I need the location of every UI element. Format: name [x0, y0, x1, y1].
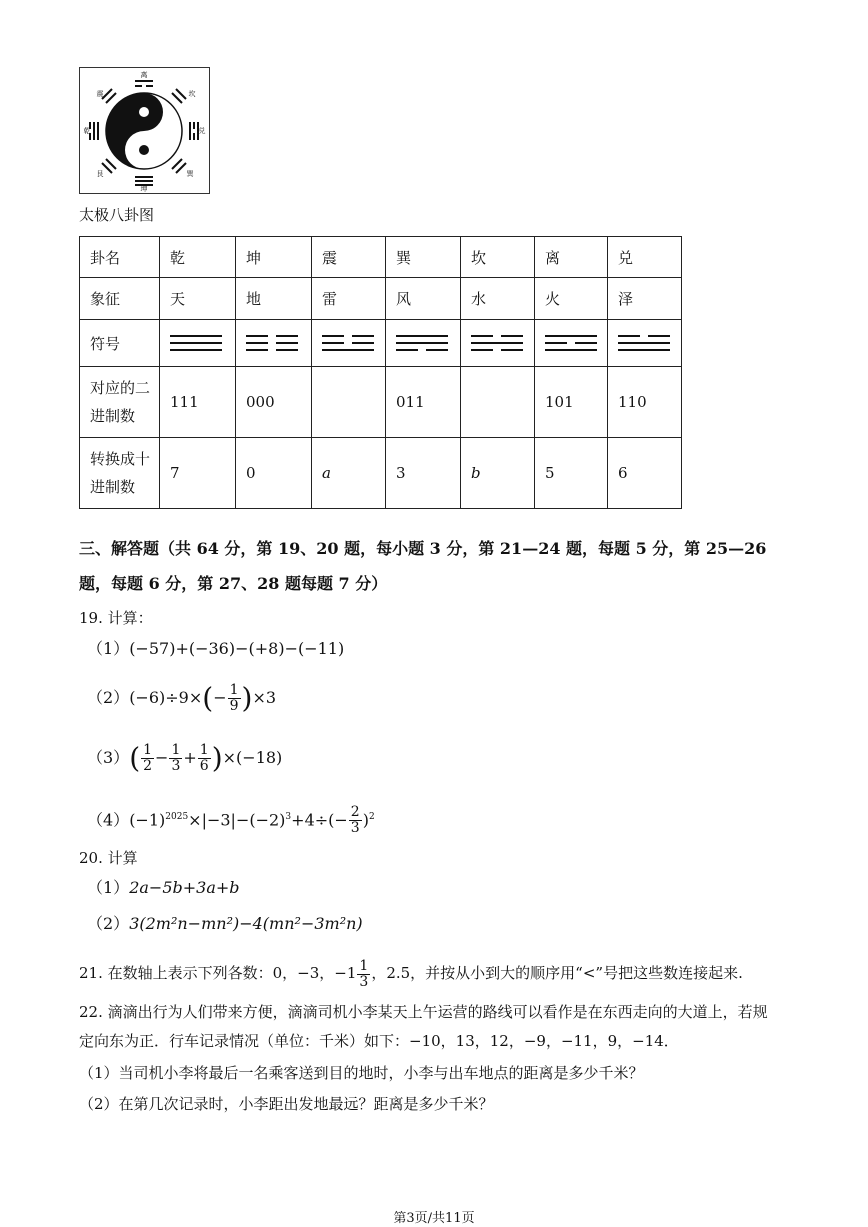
table-cell: 火	[535, 278, 608, 320]
row-header: 转换成十 进制数	[80, 438, 160, 509]
q19-part3: （3）( $\frac{1}{2}$ − $\frac{1}{3}$ + $\frac{1}{6}$ )×(−18)	[87, 741, 283, 775]
table-cell: 水	[461, 278, 535, 320]
table-row	[80, 367, 682, 438]
trigram-symbol	[322, 335, 385, 351]
yang-line	[170, 335, 222, 337]
row-header: 符号	[80, 320, 160, 367]
table-cell: 110	[608, 367, 682, 438]
question-21: 21. 在数轴上表示下列各数：0，−3，−1 $\frac{1}{3}$ ，2.5，并按从小到大的顺序用“<”号把这些数连接起来.	[79, 957, 743, 990]
table-cell: 巽	[386, 237, 461, 278]
table-cell: 000	[236, 367, 312, 438]
yin-line	[396, 349, 448, 351]
trigram-symbol	[545, 335, 607, 351]
question-19-label: 19. 计算：	[79, 609, 153, 627]
table-cell: 5	[535, 438, 608, 509]
yin-line	[618, 335, 670, 337]
figure-caption: 太极八卦图	[79, 206, 155, 224]
table-cell: 3	[386, 438, 461, 509]
yin-line	[246, 342, 298, 344]
table-cell: 地	[236, 278, 312, 320]
fraction: $\frac{1}{3}$	[359, 957, 369, 990]
yang-line	[322, 349, 374, 351]
question-22-line2: 定向东为正．行车记录情况（单位：千米）如下：−10，13，12，−9，−11，9，−14．	[79, 1032, 679, 1050]
taiji-bagua-image	[80, 68, 209, 193]
taiji-bagua-figure	[79, 67, 210, 194]
trigram-cell	[160, 320, 236, 367]
trigram-label: 震	[96, 90, 104, 98]
trigram-cell	[461, 320, 535, 367]
fraction: $\frac{1}{6}$	[199, 742, 209, 774]
yang-line	[471, 342, 523, 344]
trigram-symbol	[246, 335, 311, 351]
table-cell: 震	[312, 237, 386, 278]
yang-line	[170, 349, 222, 351]
table-cell: 111	[160, 367, 236, 438]
table-row	[80, 278, 682, 320]
row-header: 对应的二 进制数	[80, 367, 160, 438]
yang-line	[396, 335, 448, 337]
q19-part2: （2）(−6)÷9×(− $\frac{1}{9}$ )×3	[87, 681, 277, 715]
table-cell: 坎	[461, 237, 535, 278]
table-row	[80, 438, 682, 509]
table-cell: a	[312, 438, 386, 509]
table-cell: 泽	[608, 278, 682, 320]
trigram-symbol	[170, 335, 235, 351]
table-cell: 011	[386, 367, 461, 438]
trigram-label: 坤	[140, 185, 148, 193]
question-22-line1: 22. 滴滴出行为人们带来方便，滴滴司机小李某天上午运营的路线可以看作是在东西走向的大道上，若规	[79, 1003, 768, 1021]
yin-line	[322, 335, 374, 337]
table-cell: 6	[608, 438, 682, 509]
table-cell: 风	[386, 278, 461, 320]
table-cell: 0	[236, 438, 312, 509]
table-cell: 101	[535, 367, 608, 438]
trigram-symbol	[396, 335, 460, 351]
yin-line	[322, 342, 374, 344]
trigram-label: 兑	[198, 127, 206, 135]
page-footer: 第3页/共11页	[393, 1211, 475, 1226]
trigram-label: 巽	[186, 170, 194, 178]
q20-part2: （2）3(2m²n−mn²)−4(mn²−3m²n)	[87, 914, 363, 933]
fraction: $\frac{1}{9}$	[229, 682, 239, 714]
bagua-table	[79, 236, 682, 509]
trigram-label: 乾	[83, 127, 91, 135]
trigram-label: 坎	[188, 90, 196, 98]
q19-part4: $(4)(-1)^{2025}\times|-3|-(-2)^3+4\div(-$ $\frac{2}{3}$ )$^2$	[87, 804, 375, 837]
table-cell: 天	[160, 278, 236, 320]
question-22-sub1: （1）当司机小李将最后一名乘客送到目的地时，小李与出车地点的距离是多少千米？	[79, 1064, 644, 1082]
fraction: $\frac{1}{2}$	[143, 742, 153, 774]
row-header: 象征	[80, 278, 160, 320]
question-22-sub2: （2）在第几次记录时，小李距出发地最远？距离是多少千米？	[79, 1095, 494, 1113]
section-title: 三、解答题（共 64 分，第 19、20 题，每小题 3 分，第 21—24 题，每题 5 分，第 25—26	[79, 539, 767, 558]
q19-part1: （1）(−57)+(−36)−(+8)−(−11)	[87, 639, 345, 658]
table-cell: 坤	[236, 237, 312, 278]
yin-line	[545, 342, 597, 344]
yin-line	[246, 349, 298, 351]
table-cell: 雷	[312, 278, 386, 320]
table-cell	[461, 367, 535, 438]
trigram-symbol	[618, 335, 681, 351]
trigram-cell	[312, 320, 386, 367]
trigram-label: 离	[140, 71, 148, 79]
trigram-cell	[535, 320, 608, 367]
yin-line	[246, 335, 298, 337]
table-cell: 乾	[160, 237, 236, 278]
yang-line	[396, 342, 448, 344]
yang-line	[545, 349, 597, 351]
trigram-cell	[386, 320, 461, 367]
section-title-cont: 题，每题 6 分，第 27、28 题每题 7 分）	[79, 574, 388, 593]
table-cell: b	[461, 438, 535, 509]
fraction: $\frac{1}{3}$	[171, 742, 181, 774]
yang-line	[545, 335, 597, 337]
yang-line	[618, 342, 670, 344]
table-cell: 7	[160, 438, 236, 509]
yin-line	[471, 349, 523, 351]
table-cell	[312, 367, 386, 438]
q20-part1: （1）2a−5b+3a+b	[87, 878, 240, 897]
yang-line	[618, 349, 670, 351]
yin-line	[471, 335, 523, 337]
trigram-cell	[608, 320, 682, 367]
table-cell: 兑	[608, 237, 682, 278]
table-row	[80, 320, 682, 367]
trigram-symbol	[471, 335, 534, 351]
yang-line	[170, 342, 222, 344]
trigram-label: 艮	[96, 170, 104, 178]
question-20-label: 20. 计算	[79, 849, 138, 867]
trigram-cell	[236, 320, 312, 367]
table-cell: 离	[535, 237, 608, 278]
row-header: 卦名	[80, 237, 160, 278]
fraction: $\frac{2}{3}$	[350, 804, 360, 837]
table-row	[80, 237, 682, 278]
